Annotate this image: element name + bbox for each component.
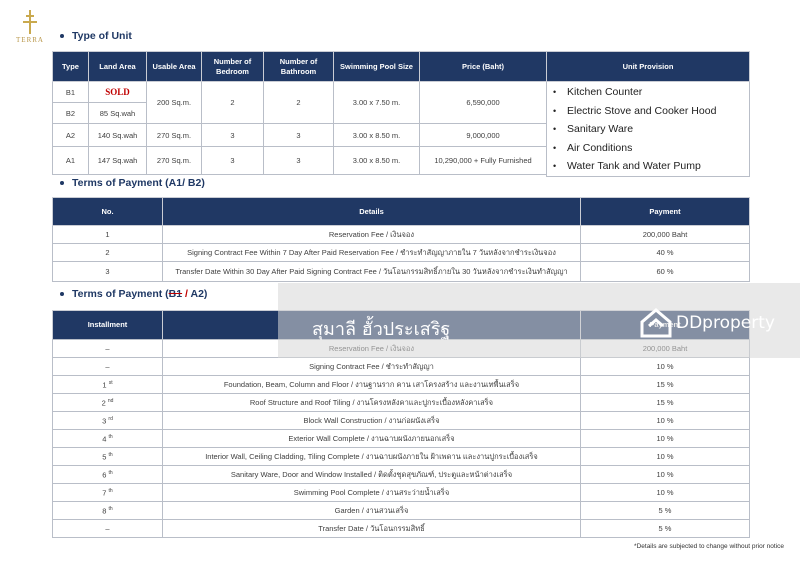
installment-no: 6 $^{th}$ [53,466,163,484]
bullet-icon [60,292,64,296]
unit-row-b1 [53,82,750,103]
bedrooms: 3 [202,147,264,175]
table-row [53,226,750,244]
ddproperty-logo-icon [640,308,672,338]
installment-no: 5 $^{th}$ [53,448,163,466]
terra-star-icon [23,10,37,34]
installment-no: 1 $^{st}$ [53,376,163,394]
bathrooms: 3 [264,147,334,175]
installment-no: 3 $^{rd}$ [53,412,163,430]
row-payment: 60 % [581,262,750,282]
row-payment: 40 % [581,244,750,262]
installment-no: 7 $^{th}$ [53,484,163,502]
installment-details: Transfer Date / วันโอนกรรมสิทธิ์ [163,520,581,538]
table-row [53,394,750,412]
unit-header-row [53,52,750,82]
land-area: 147 Sq.wah [89,147,147,175]
installment-payment: 10 % [581,484,750,502]
bullet-icon [60,34,64,38]
price: 10,290,000 + Fully Furnished [420,147,547,175]
usable-area: 200 Sq.m. [147,82,202,124]
pool-size: 3.00 x 8.50 m. [334,123,420,147]
sold-label: SOLD [89,82,147,103]
payment-terms-b1-a2-title: Terms of Payment (B1 / A2) [60,288,207,300]
installment-details: Block Wall Construction / งานก่อผนังเสร็จ [163,412,581,430]
table-row [53,376,750,394]
table-row [53,484,750,502]
col-bedroom: Number of Bedroom [202,52,264,82]
col-usable-area: Usable Area [147,52,202,82]
land-area: 140 Sq.wah [89,123,147,147]
installment-details: Signing Contract Fee / ชำระทำสัญญา [163,358,581,376]
watermark-text: สุมาลี ฮั้วประเสริฐ [312,319,451,340]
installment-payment: 5 % [581,520,750,538]
installment-rows [52,339,750,538]
watermark-brand: DDproperty [676,313,775,333]
pool-size: 3.00 x 7.50 m. [334,82,420,124]
bathrooms: 3 [264,123,334,147]
installment-payment: 15 % [581,376,750,394]
row-no: 2 [53,244,163,262]
row-no: 3 [53,262,163,282]
installment-details: Sanitary Ware, Door and Window Installed / ติดตั้งชุดสุขภัณฑ์, ประตูและหน้าต่างเสร็จ [163,466,581,484]
usable-area: 270 Sq.m. [147,123,202,147]
installment-no: 8 $^{th}$ [53,502,163,520]
col-bathroom: Number of Bathroom [264,52,334,82]
provision-item: • Water Tank and Water Pump [553,157,743,176]
installment-no: – [53,520,163,538]
installment-no: 2 $^{nd}$ [53,394,163,412]
unit-table [52,51,750,177]
col-installment: Installment [53,311,163,340]
unit-type: B1 [53,82,89,103]
row-details: Transfer Date Within 30 Day After Paid Signing Contract Fee / วันโอนกรรมสิทธิ์ภายใน 30 วันหลังจากชำระเงินทำสัญญา [163,262,581,282]
bathrooms: 2 [264,82,334,124]
struck-b1-label: B1 [168,288,183,300]
col-price: Price (Baht) [420,52,547,82]
price: 6,590,000 [420,82,547,124]
pool-size: 3.00 x 8.50 m. [334,147,420,175]
payment-table-a1-b2 [52,197,750,282]
bedrooms: 3 [202,123,264,147]
provision-item: • Sanitary Ware [553,120,743,139]
installment-no: – [53,340,163,358]
table-row [53,520,750,538]
row-details: Reservation Fee / เงินจอง [163,226,581,244]
land-area: 85 Sq.wah [89,103,147,123]
unit-type: A2 [53,123,89,147]
installment-payment: 15 % [581,394,750,412]
table-row [53,244,750,262]
terra-logo [12,10,48,44]
price: 9,000,000 [420,123,547,147]
unit-type: A1 [53,147,89,175]
installment-payment: 10 % [581,448,750,466]
row-payment: 200,000 Baht [581,226,750,244]
installment-no: – [53,358,163,376]
table-row [53,262,750,282]
table-row [53,430,750,448]
installment-details: Interior Wall, Ceiling Cladding, Tiling Complete / งานฉาบผนังภายใน ฝ้าเพดาน และงานปูกระเบื้องเสร็จ [163,448,581,466]
table-row [53,358,750,376]
provision-item: • Kitchen Counter [553,83,743,102]
provision-item: • Electric Stove and Cooker Hood [553,102,743,121]
col-land-area: Land Area [89,52,147,82]
installment-payment: 10 % [581,430,750,448]
table-row [53,502,750,520]
installment-payment: 10 % [581,412,750,430]
type-of-unit-title: Type of Unit [60,30,132,42]
unit-provision-list [547,82,750,177]
table-row [53,412,750,430]
row-details: Signing Contract Fee Within 7 Day After Paid Reservation Fee / ชำระทำสัญญาภายใน 7 วันหลังจากชำระเงินจอง [163,244,581,262]
col-details: Details [163,198,581,226]
col-unit-provision: Unit Provision [547,52,750,82]
installment-no: 4 $^{th}$ [53,430,163,448]
installment-details: Foundation, Beam, Column and Floor / งานฐานราก คาน เสาโครงสร้าง และงานเทพื้นเสร็จ [163,376,581,394]
col-pool-size: Swimming Pool Size [334,52,420,82]
table-row [53,448,750,466]
table-row [53,466,750,484]
footnote: *Details are subjected to change without prior notice [634,543,784,550]
installment-payment: 5 % [581,502,750,520]
payment-header-row [53,198,750,226]
usable-area: 270 Sq.m. [147,147,202,175]
col-type: Type [53,52,89,82]
installment-details: Garden / งานสวนเสร็จ [163,502,581,520]
bullet-icon [60,181,64,185]
installment-payment: 10 % [581,466,750,484]
row-no: 1 [53,226,163,244]
installment-details: Roof Structure and Roof Tiling / งานโครงหลังคาและปูกระเบื้องหลังคาเสร็จ [163,394,581,412]
installment-payment: 10 % [581,358,750,376]
logo-text: TERRA [16,36,44,44]
unit-type: B2 [53,103,89,123]
installment-details: Swimming Pool Complete / งานสระว่ายน้ำเสร็จ [163,484,581,502]
bedrooms: 2 [202,82,264,124]
payment-terms-a1-b2-title: Terms of Payment (A1/ B2) [60,177,205,189]
col-no: No. [53,198,163,226]
installment-details: Exterior Wall Complete / งานฉาบผนังภายนอกเสร็จ [163,430,581,448]
provision-item: • Air Conditions [553,139,743,158]
col-payment: Payment [581,198,750,226]
